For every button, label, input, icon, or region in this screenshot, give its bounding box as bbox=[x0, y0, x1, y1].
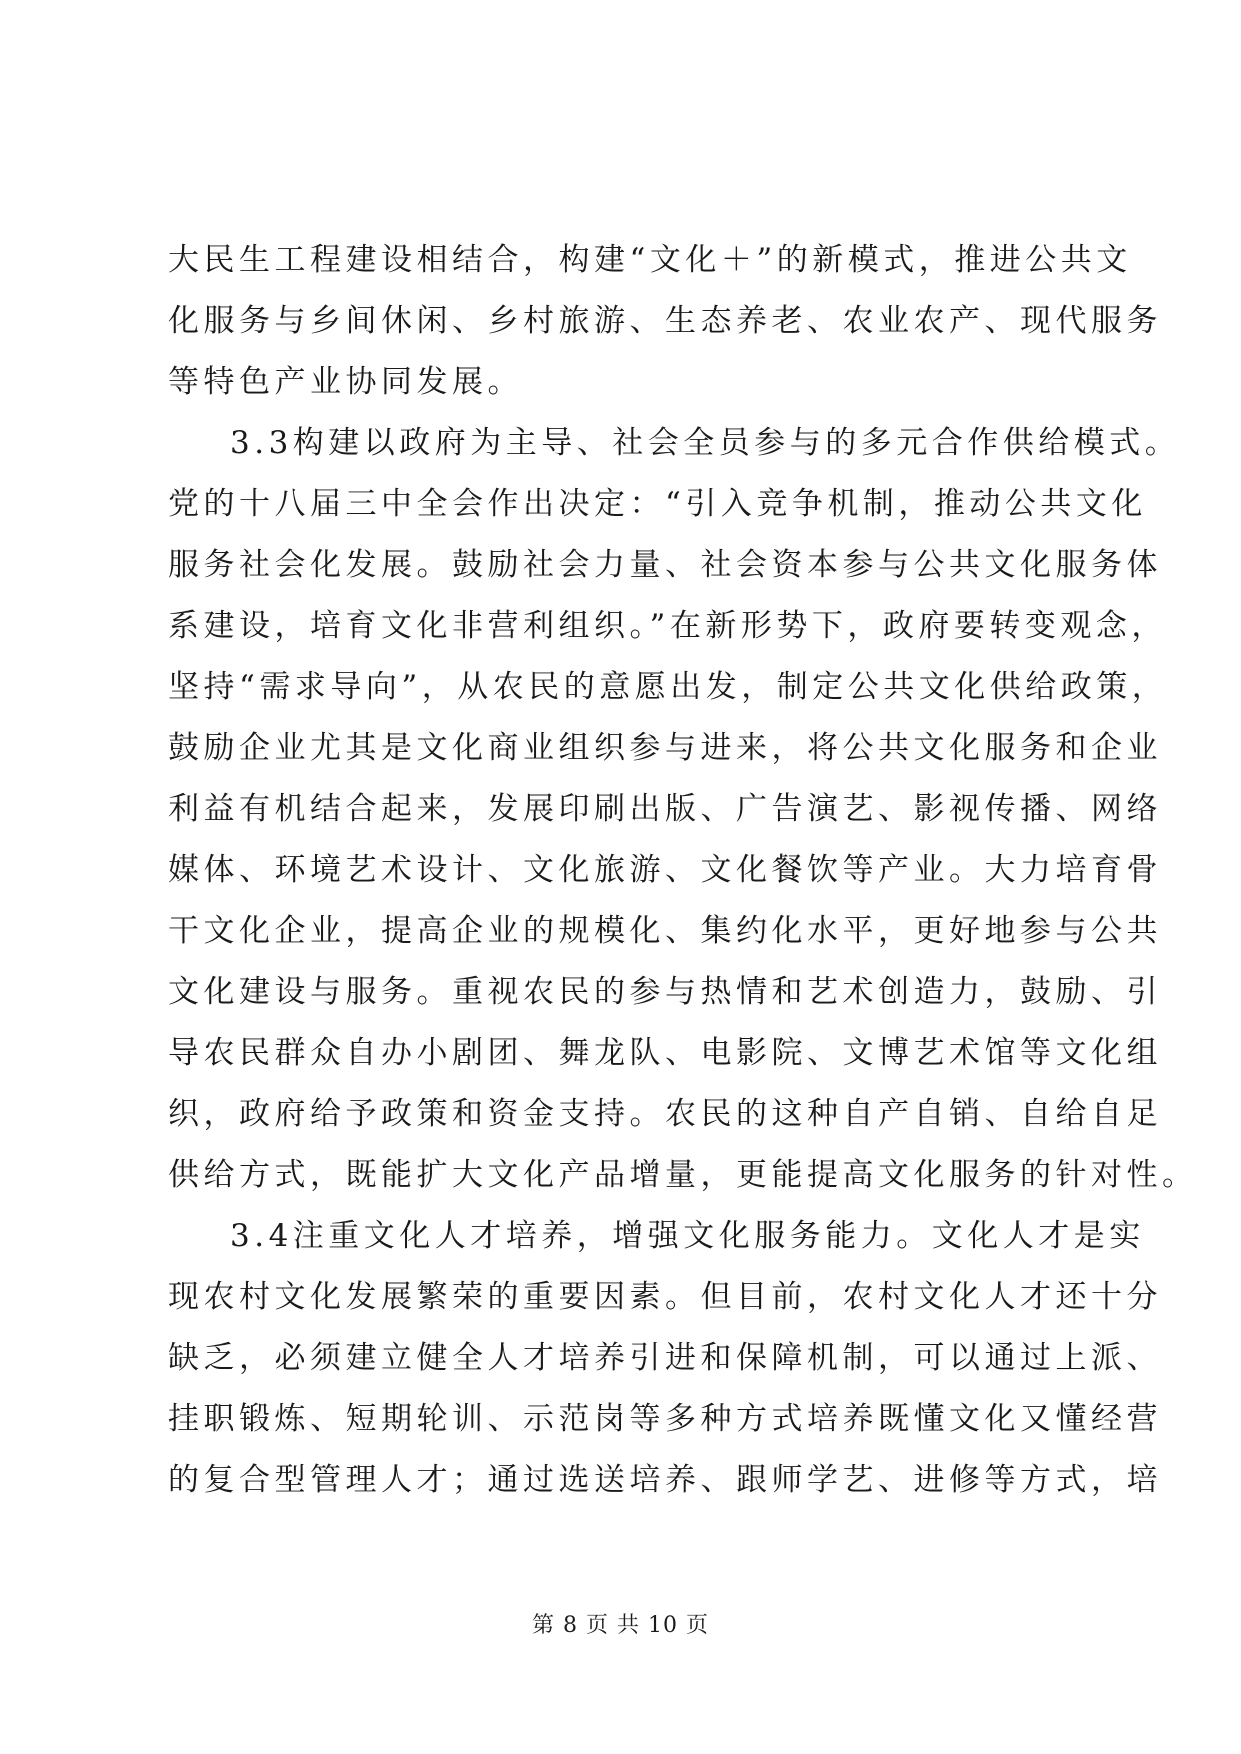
text-line: 导农民群众自办小剧团、舞龙队、电影院、文博艺术馆等文化组 bbox=[168, 1035, 1162, 1071]
text-line: 系建设，培育文化非营利组织。”在新形势下，政府要转变观念， bbox=[168, 608, 1167, 644]
page-number-footer: 第 8 页 共 10 页 bbox=[532, 1613, 709, 1638]
text-line: 文化建设与服务。重视农民的参与热情和艺术创造力，鼓励、引 bbox=[168, 974, 1162, 1010]
text-line: 鼓励企业尤其是文化商业组织参与进来，将公共文化服务和企业 bbox=[168, 730, 1162, 766]
section-heading-3-3: 3.3构建以政府为主导、社会全员参与的多元合作供给模式。 bbox=[230, 425, 1181, 461]
text-line: 大民生工程建设相结合，构建“文化＋”的新模式，推进公共文 bbox=[168, 242, 1132, 278]
text-line: 挂职锻炼、短期轮训、示范岗等多种方式培养既懂文化又懂经营 bbox=[168, 1401, 1162, 1437]
text-line: 党的十八届三中全会作出决定：“引入竞争机制，推动公共文化 bbox=[168, 486, 1147, 522]
text-line: 坚持“需求导向”，从农民的意愿出发，制定公共文化供给政策， bbox=[168, 669, 1168, 705]
text-line: 利益有机结合起来，发展印刷出版、广告演艺、影视传播、网络 bbox=[168, 791, 1162, 827]
text-line: 现农村文化发展繁荣的重要因素。但目前，农村文化人才还十分 bbox=[168, 1279, 1162, 1315]
text-line: 等特色产业协同发展。 bbox=[168, 364, 523, 400]
section-heading-3-4: 3.4注重文化人才培养，增强文化服务能力。文化人才是实 bbox=[230, 1218, 1145, 1254]
text-line: 干文化企业，提高企业的规模化、集约化水平，更好地参与公共 bbox=[168, 913, 1162, 949]
text-line: 化服务与乡间休闲、乡村旅游、生态养老、农业农产、现代服务 bbox=[168, 303, 1162, 339]
text-line: 媒体、环境艺术设计、文化旅游、文化餐饮等产业。大力培育骨 bbox=[168, 852, 1162, 888]
body-text bbox=[168, 230, 1198, 1511]
text-line: 的复合型管理人才；通过选送培养、跟师学艺、进修等方式，培 bbox=[168, 1462, 1162, 1498]
text-line: 缺乏，必须建立健全人才培养引进和保障机制，可以通过上派、 bbox=[168, 1340, 1162, 1376]
text-line: 织，政府给予政策和资金支持。农民的这种自产自销、自给自足 bbox=[168, 1096, 1162, 1132]
text-line: 服务社会化发展。鼓励社会力量、社会资本参与公共文化服务体 bbox=[168, 547, 1162, 583]
text-line: 供给方式，既能扩大文化产品增量，更能提高文化服务的针对性。 bbox=[168, 1157, 1198, 1193]
